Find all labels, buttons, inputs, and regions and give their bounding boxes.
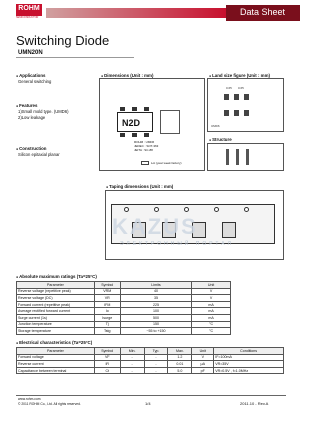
construction-text: Silicon epitaxial planar bbox=[18, 152, 60, 157]
package-code: ROHM : UMD6 bbox=[134, 140, 155, 144]
table-cell: - bbox=[144, 354, 168, 361]
land-pad bbox=[244, 94, 249, 100]
land-dim-label: 0.65 bbox=[226, 86, 232, 90]
table-cell: 225 bbox=[120, 301, 192, 308]
table-cell: Isurge bbox=[94, 314, 120, 321]
table-header-row bbox=[17, 348, 284, 355]
table-cell: VRM bbox=[94, 288, 120, 295]
table-cell: V bbox=[192, 295, 231, 302]
table-row bbox=[17, 354, 284, 361]
page-number: 1/4 bbox=[145, 401, 151, 406]
column-header: Min. bbox=[120, 348, 144, 355]
table-cell: Average rectified forward current bbox=[17, 308, 95, 315]
sprocket-hole bbox=[214, 207, 219, 212]
table-cell: Io bbox=[94, 308, 120, 315]
title-rule bbox=[16, 57, 134, 58]
table-cell: Reverse current bbox=[17, 361, 95, 368]
part-number: UMN20N bbox=[18, 50, 43, 56]
table-cell: Ct bbox=[94, 367, 120, 374]
land-package-label: UMD6 bbox=[211, 124, 220, 128]
package-code: JEDEC : SOT-363 bbox=[134, 144, 159, 148]
table-cell: - bbox=[144, 367, 168, 374]
column-header: Conditions bbox=[214, 348, 284, 355]
table-cell: −55 to +150 bbox=[120, 328, 192, 335]
watermark-logo: KAZUS bbox=[112, 214, 198, 239]
rohm-logo-sub: SEMICONDUCTOR bbox=[16, 16, 39, 19]
table-cell: °C bbox=[192, 321, 231, 328]
column-header: Parameter bbox=[17, 348, 95, 355]
page-header bbox=[0, 0, 300, 22]
feature-item: 1)Small mold type. (UMD6) bbox=[18, 109, 69, 114]
package-lead bbox=[120, 133, 125, 137]
table-cell: Tstg bbox=[94, 328, 120, 335]
package-lead bbox=[144, 133, 149, 137]
table-row bbox=[17, 328, 231, 335]
header-bar bbox=[46, 8, 226, 18]
table-cell: mA bbox=[192, 314, 231, 321]
table-cell: 40 bbox=[120, 288, 192, 295]
table-cell: IFM bbox=[94, 301, 120, 308]
column-header: Unit bbox=[192, 282, 231, 289]
table-row bbox=[17, 301, 231, 308]
table-cell: Surge current (1s) bbox=[17, 314, 95, 321]
land-dim-label: 0.65 bbox=[238, 86, 244, 90]
table-cell: 150 bbox=[120, 321, 192, 328]
diode-symbol bbox=[226, 149, 229, 165]
table-cell: - bbox=[120, 361, 144, 368]
package-lead bbox=[132, 107, 137, 111]
table-cell: Forward current (repetitive peak) bbox=[17, 301, 95, 308]
table-row bbox=[17, 367, 284, 374]
table-cell: 0.01 bbox=[168, 361, 192, 368]
land-pad bbox=[224, 94, 229, 100]
table-cell: V bbox=[192, 288, 231, 295]
table-cell: - bbox=[120, 367, 144, 374]
table-cell: 100 bbox=[120, 308, 192, 315]
package-lead bbox=[132, 133, 137, 137]
land-pad bbox=[234, 94, 239, 100]
column-header: Unit bbox=[192, 348, 214, 355]
table-row bbox=[17, 361, 284, 368]
table-cell: VF bbox=[94, 354, 120, 361]
diode-symbol bbox=[246, 149, 249, 165]
table-cell: °C bbox=[192, 328, 231, 335]
table-cell: - bbox=[120, 354, 144, 361]
applications-heading: ● Applications bbox=[16, 73, 45, 78]
construction-heading: ● Construction bbox=[16, 146, 46, 151]
elec-heading: ● Electrical characteristics (Ta=25°C) bbox=[16, 340, 92, 345]
package-marking: N2D bbox=[122, 118, 141, 128]
taping-heading: ● Taping dimensions (Unit : mm) bbox=[106, 184, 173, 189]
footer-url[interactable]: www.rohm.com bbox=[18, 397, 41, 401]
land-pad bbox=[224, 110, 229, 116]
table-cell: Junction temperature bbox=[17, 321, 95, 328]
table-cell: mA bbox=[192, 301, 231, 308]
features-heading: ● Features bbox=[16, 103, 37, 108]
table-cell: Reverse voltage (repetitive peak) bbox=[17, 288, 95, 295]
table-cell: Forward voltage bbox=[17, 354, 95, 361]
column-header: Limits bbox=[120, 282, 192, 289]
dimensions-heading: ● Dimensions (Unit : mm) bbox=[101, 73, 153, 78]
column-header: Symbol bbox=[94, 282, 120, 289]
table-row bbox=[17, 288, 231, 295]
table-cell: VR=35V bbox=[214, 361, 284, 368]
table-cell: μA bbox=[192, 361, 214, 368]
sprocket-hole bbox=[154, 207, 159, 212]
data-sheet-label: Data Sheet bbox=[240, 7, 286, 17]
page-title: Switching Diode bbox=[16, 33, 110, 48]
table-header-row bbox=[17, 282, 231, 289]
table-cell: - bbox=[144, 361, 168, 368]
diode-symbol bbox=[236, 149, 239, 165]
revision-date: 2011.10 - Rev.A bbox=[240, 401, 269, 406]
feature-item: 2)Low leakage bbox=[18, 114, 46, 120]
table-cell: mA bbox=[192, 308, 231, 315]
column-header: Typ. bbox=[144, 348, 168, 355]
abs-max-heading: ● Absolute maximum ratings (Ta=25°C) bbox=[16, 274, 97, 279]
footer-copyright: © 2011 ROHM Co., Ltd. All rights reserved. bbox=[18, 402, 81, 406]
table-cell: Tj bbox=[94, 321, 120, 328]
package-code: JEITA : SC-88 bbox=[134, 148, 153, 152]
land-pad bbox=[234, 110, 239, 116]
table-cell: VR=0.5V , f=1.0MHz bbox=[214, 367, 284, 374]
abs-max-table bbox=[16, 281, 231, 335]
table-cell: Capacitance between terminal bbox=[17, 367, 95, 374]
land-pad bbox=[244, 110, 249, 116]
table-row bbox=[17, 321, 231, 328]
table-cell: 500 bbox=[120, 314, 192, 321]
rohm-logo: ROHM bbox=[16, 4, 42, 16]
table-row bbox=[17, 314, 231, 321]
footer-rule bbox=[16, 395, 286, 396]
land-size-heading: ● Land size figure (Unit : mm) bbox=[209, 73, 270, 78]
structure-heading: ● Structure bbox=[209, 137, 232, 142]
table-cell: V bbox=[192, 354, 214, 361]
tape-pocket bbox=[222, 222, 236, 238]
table-cell: 1.2 bbox=[168, 354, 192, 361]
package-side-view bbox=[160, 110, 180, 134]
column-header: Max. bbox=[168, 348, 192, 355]
package-lead bbox=[144, 107, 149, 111]
lot-note: Lot (year week factory) bbox=[151, 161, 182, 165]
lot-marking-key bbox=[141, 161, 149, 165]
table-cell: Reverse voltage (DC) bbox=[17, 295, 95, 302]
package-lead bbox=[120, 107, 125, 111]
watermark-subtitle: ЭЛЕКТРОННЫЙ ПОРТАЛ bbox=[120, 241, 234, 247]
table-cell: IF=100mA bbox=[214, 354, 284, 361]
table-cell: IR bbox=[94, 361, 120, 368]
sprocket-hole bbox=[184, 207, 189, 212]
table-cell: Storage temperature bbox=[17, 328, 95, 335]
table-cell: 35 bbox=[120, 295, 192, 302]
sprocket-hole bbox=[124, 207, 129, 212]
package-code-list bbox=[134, 140, 158, 152]
table-row bbox=[17, 295, 231, 302]
column-header: Parameter bbox=[17, 282, 95, 289]
applications-text: General switching bbox=[18, 79, 52, 84]
sprocket-hole bbox=[244, 207, 249, 212]
table-row bbox=[17, 308, 231, 315]
table-cell: 5.0 bbox=[168, 367, 192, 374]
column-header: Symbol bbox=[94, 348, 120, 355]
table-cell: pF bbox=[192, 367, 214, 374]
elec-table bbox=[16, 347, 284, 374]
table-cell: VR bbox=[94, 295, 120, 302]
